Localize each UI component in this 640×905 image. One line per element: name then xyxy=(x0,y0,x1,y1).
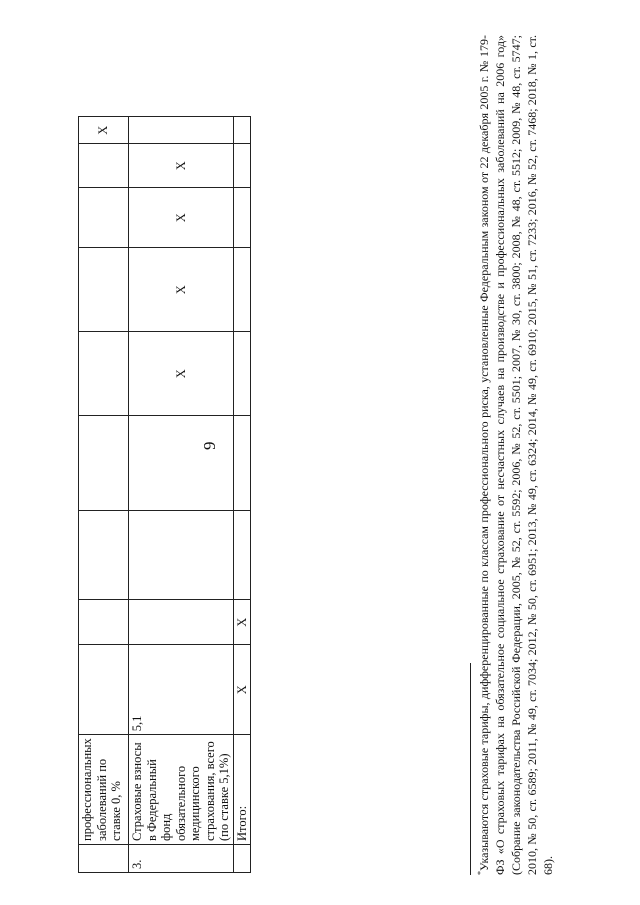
cell-mark: X xyxy=(129,188,234,248)
cell-total-label: Итого: xyxy=(233,735,251,845)
footnote xyxy=(473,35,556,875)
cell-empty xyxy=(79,645,129,735)
cell-rate: 5,1 xyxy=(129,645,234,735)
cell-name-continued: профессиональных заболеваний по ставке 0, % xyxy=(79,735,129,845)
cell-empty xyxy=(233,188,251,248)
footnote-text: Указываются страховые тарифы, дифференцированные по классам профессионального риска, установленные Федеральным законом от 22 декабря 2005 г. № 179-ФЗ «О страховых тарифах на обязательное социальное страхование от несчастных случаев на производстве и профессиональных заболеваний на 2006 год» (Собрание законодательства Российской Федерации, 2005, № 52, ст. 5592; 2006, № 52, ст. 5501; 2007, № 30, ст. 3800; 2008, № 48, ст. 5512; 2009, № 48, ст. 5747; 2010, № 50, ст. 6589; 2011, № 49, ст. 7034; 2012, № 50, ст. 6951; 2013, № 49, ст. 6324; 2014, № 49, ст. 6910; 2015, № 51, ст. 7233; 2016, № 52, ст. 7468; 2018, № 1, ст. 68). xyxy=(477,35,555,875)
table-row-3 xyxy=(129,117,234,873)
cell-num-empty xyxy=(79,845,129,873)
footnote-marker: * xyxy=(476,871,485,875)
cell-empty xyxy=(79,332,129,416)
cell-row-number: 3. xyxy=(129,845,234,873)
cell-row-name: Страховые взносы в Федеральный фонд обязательного медицинского страхования, всего (по ставке 5,1%) xyxy=(129,735,234,845)
cell-empty xyxy=(79,248,129,332)
cell-empty xyxy=(233,332,251,416)
cell-num-empty xyxy=(233,845,251,873)
cell-empty xyxy=(129,117,234,144)
cell-mark: X xyxy=(129,144,234,188)
cell-empty xyxy=(79,416,129,511)
cell-empty xyxy=(233,117,251,144)
page-number: 9 xyxy=(200,441,219,450)
cell-mark: X xyxy=(129,248,234,332)
cell-mark: X xyxy=(233,645,251,735)
cell-empty xyxy=(129,416,234,511)
cell-empty xyxy=(233,248,251,332)
cell-mark: X xyxy=(233,600,251,645)
cell-empty xyxy=(233,416,251,511)
footnote-rule xyxy=(470,663,471,875)
cell-empty xyxy=(79,511,129,600)
cell-empty xyxy=(79,188,129,248)
table-row-top xyxy=(79,117,129,873)
table-row-total xyxy=(233,117,251,873)
cell-empty xyxy=(129,511,234,600)
cell-empty xyxy=(79,144,129,188)
cell-empty xyxy=(129,600,234,645)
contributions-table xyxy=(78,116,251,873)
cell-mark: X xyxy=(79,117,129,144)
cell-empty xyxy=(233,511,251,600)
cell-mark: X xyxy=(129,332,234,416)
cell-empty xyxy=(79,600,129,645)
cell-empty xyxy=(233,144,251,188)
